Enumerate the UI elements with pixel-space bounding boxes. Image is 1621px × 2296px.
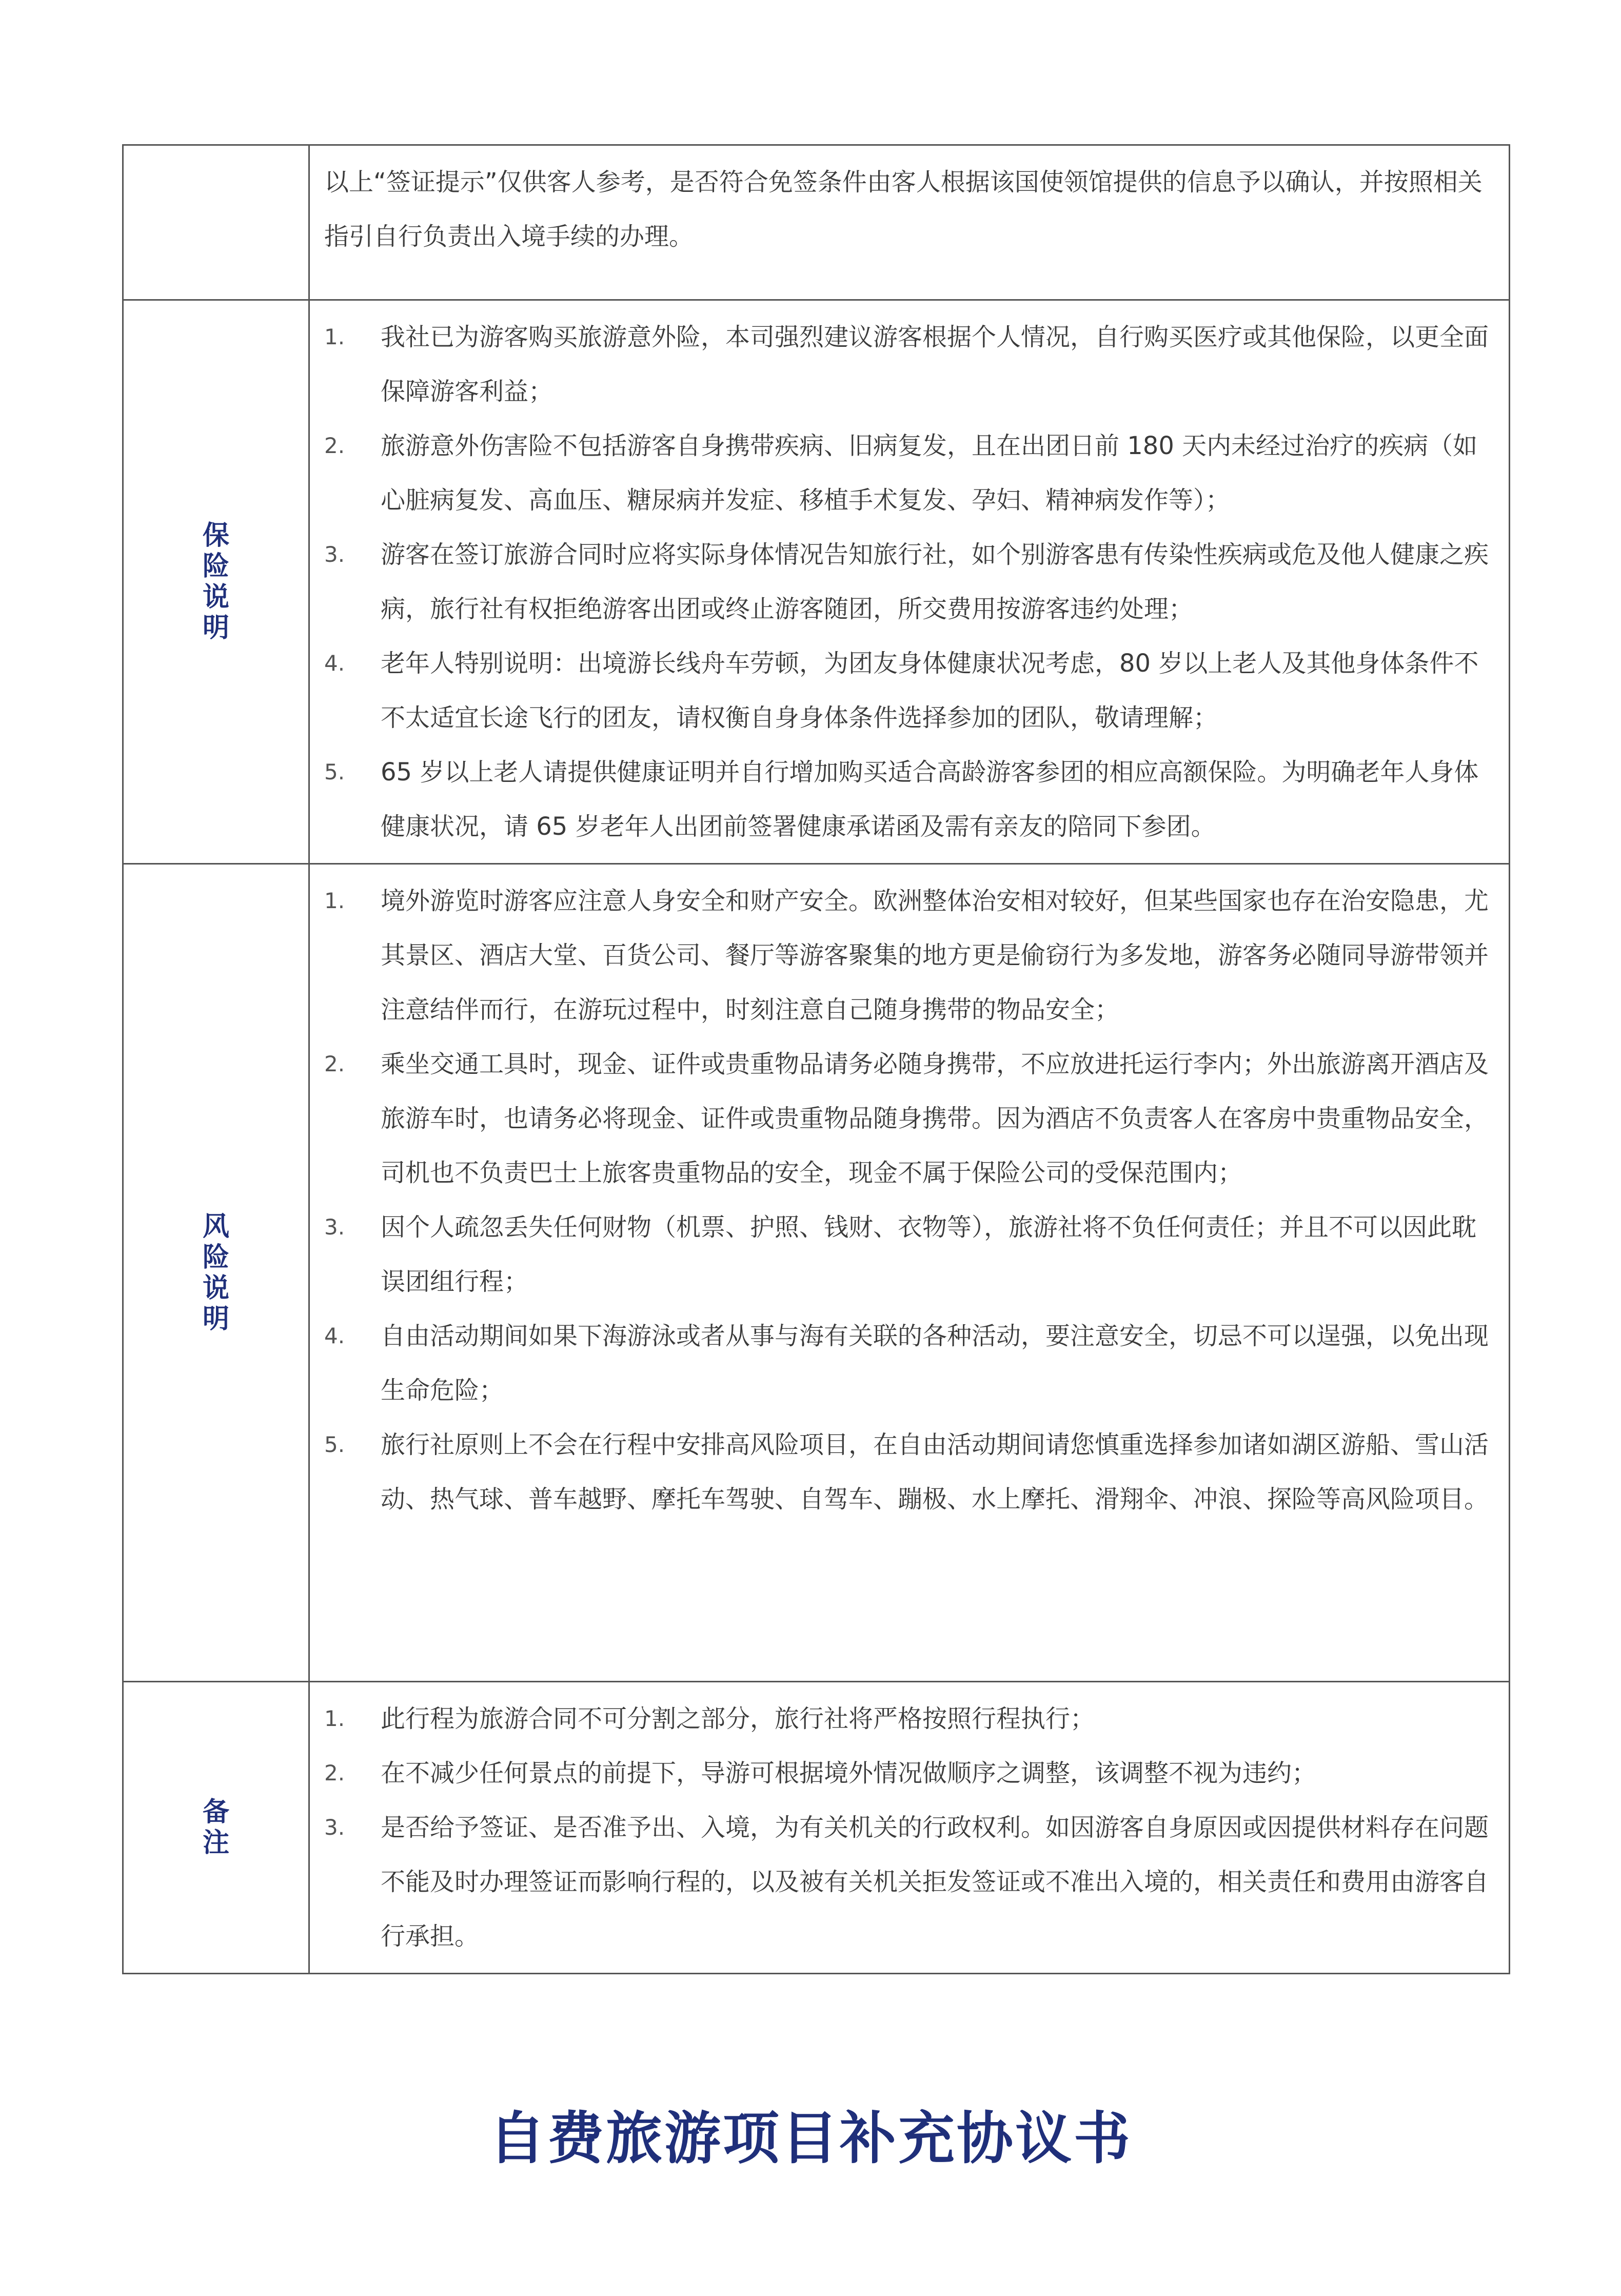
item-number: 3.	[324, 1214, 345, 1240]
document-title: 自费旅游项目补充协议书	[489, 2106, 1132, 2171]
section-label-insurance: 保险说明	[202, 520, 229, 643]
item-number: 5.	[324, 1432, 345, 1457]
row-label-cell	[123, 300, 309, 864]
item-text: 自由活动期间如果下海游泳或者从事与海有关联的各种活动，要注意安全，切忌不可以逞强，以免出现生命危险；	[381, 1322, 1489, 1405]
item-number: 3.	[324, 542, 345, 567]
row-content-cell	[309, 1682, 1510, 1974]
item-text: 因个人疏忽丢失任何财物（机票、护照、钱财、衣物等），旅游社将不负任何责任；并且不可以因此耽误团组行程；	[381, 1213, 1477, 1296]
table-row-insurance	[123, 300, 1510, 864]
list-item	[324, 1418, 1494, 1526]
row-content-cell	[309, 145, 1510, 300]
item-text: 旅行社原则上不会在行程中安排高风险项目，在自由活动期间请您慎重选择参加诸如湖区游船、雪山活动、热气球、普车越野、摩托车驾驶、自驾车、蹦极、水上摩托、滑翔伞、冲浪、探险等高风险项目。	[381, 1430, 1489, 1514]
row-label-cell	[123, 864, 309, 1682]
item-text: 游客在签订旅游合同时应将实际身体情况告知旅行社，如个别游客患有传染性疾病或危及他人健康之疾病，旅行社有权拒绝游客出团或终止游客随团，所交费用按游客违约处理；	[381, 540, 1489, 623]
list-item	[324, 1309, 1494, 1418]
table-row-remarks	[123, 1682, 1510, 1974]
item-text: 乘坐交通工具时，现金、证件或贵重物品请务必随身携带，不应放进托运行李内；外出旅游离开酒店及旅游车时，也请务必将现金、证件或贵重物品随身携带。因为酒店不负责客人在客房中贵重物品安全，司机也不负责巴士上旅客贵重物品的安全，现金不属于保险公司的受保范围内；	[381, 1050, 1489, 1187]
list-item	[324, 1037, 1494, 1200]
item-text: 老年人特别说明：出境游长线舟车劳顿，为团友身体健康状况考虑，80 岁以上老人及其他身体条件不不太适宜长途飞行的团友，请权衡自身身体条件选择参加的团队，敬请理解；	[381, 649, 1479, 732]
section-label-risk: 风险说明	[202, 1211, 229, 1335]
item-text: 旅游意外伤害险不包括游客自身携带疾病、旧病复发，且在出团日前 180 天内未经过治疗的疾病（如心脏病复发、高血压、糖尿病并发症、移植手术复发、孕妇、精神病发作等）；	[381, 431, 1478, 515]
item-number: 1.	[324, 324, 345, 349]
list-item	[324, 636, 1494, 745]
row-label-cell	[123, 1682, 309, 1974]
item-text: 是否给予签证、是否准予出、入境，为有关机关的行政权利。如因游客自身原因或因提供材料存在问题不能及时办理签证而影响行程的，以及被有关机关拒发签证或不准出入境的，相关责任和费用由游客自行承担。	[381, 1813, 1489, 1951]
row-label-cell	[123, 145, 309, 300]
item-text: 此行程为旅游合同不可分割之部分，旅行社将严格按照行程执行；	[381, 1704, 1095, 1733]
visa-note-text: 以上“签证提示”仅供客人参考，是否符合免签条件由客人根据该国使领馆提供的信息予以确认，并按照相关指引自行负责出入境手续的办理。	[324, 168, 1482, 251]
item-number: 4.	[324, 651, 345, 676]
table-row-risk	[123, 864, 1510, 1682]
list-item	[324, 1692, 1494, 1746]
item-text: 境外游览时游客应注意人身安全和财产安全。欧洲整体治安相对较好，但某些国家也存在治安隐患，尤其景区、酒店大堂、百货公司、餐厅等游客聚集的地方更是偷窃行为多发地，游客务必随同导游带领并注意结伴而行，在游玩过程中，时刻注意自己随身携带的物品安全；	[381, 887, 1489, 1024]
list-item	[324, 310, 1494, 419]
item-number: 1.	[324, 888, 345, 913]
item-number: 2.	[324, 1051, 345, 1076]
item-text: 在不减少任何景点的前提下，导游可根据境外情况做顺序之调整，该调整不视为违约；	[381, 1759, 1317, 1788]
list-item	[324, 527, 1494, 636]
table-row-visa-note	[123, 145, 1510, 300]
list-item	[324, 1746, 1494, 1800]
section-label-remarks: 备注	[202, 1797, 229, 1858]
list-item	[324, 874, 1494, 1037]
list-item	[324, 1200, 1494, 1309]
item-number: 2.	[324, 1760, 345, 1785]
list-item	[324, 419, 1494, 527]
row-content-cell	[309, 864, 1510, 1682]
item-number: 5.	[324, 759, 345, 784]
item-number: 2.	[324, 433, 345, 458]
row-content-cell	[309, 300, 1510, 864]
item-text: 我社已为游客购买旅游意外险，本司强烈建议游客根据个人情况，自行购买医疗或其他保险，以更全面保障游客利益；	[381, 323, 1489, 406]
list-item	[324, 1800, 1494, 1964]
item-number: 4.	[324, 1323, 345, 1348]
item-number: 1.	[324, 1706, 345, 1731]
info-table	[122, 144, 1510, 1974]
item-number: 3.	[324, 1815, 345, 1840]
list-item	[324, 745, 1494, 854]
item-text: 65 岁以上老人请提供健康证明并自行增加购买适合高龄游客参团的相应高额保险。为明确老年人身体健康状况，请 65 岁老年人出团前签署健康承诺函及需有亲友的陪同下参团。	[381, 758, 1479, 841]
